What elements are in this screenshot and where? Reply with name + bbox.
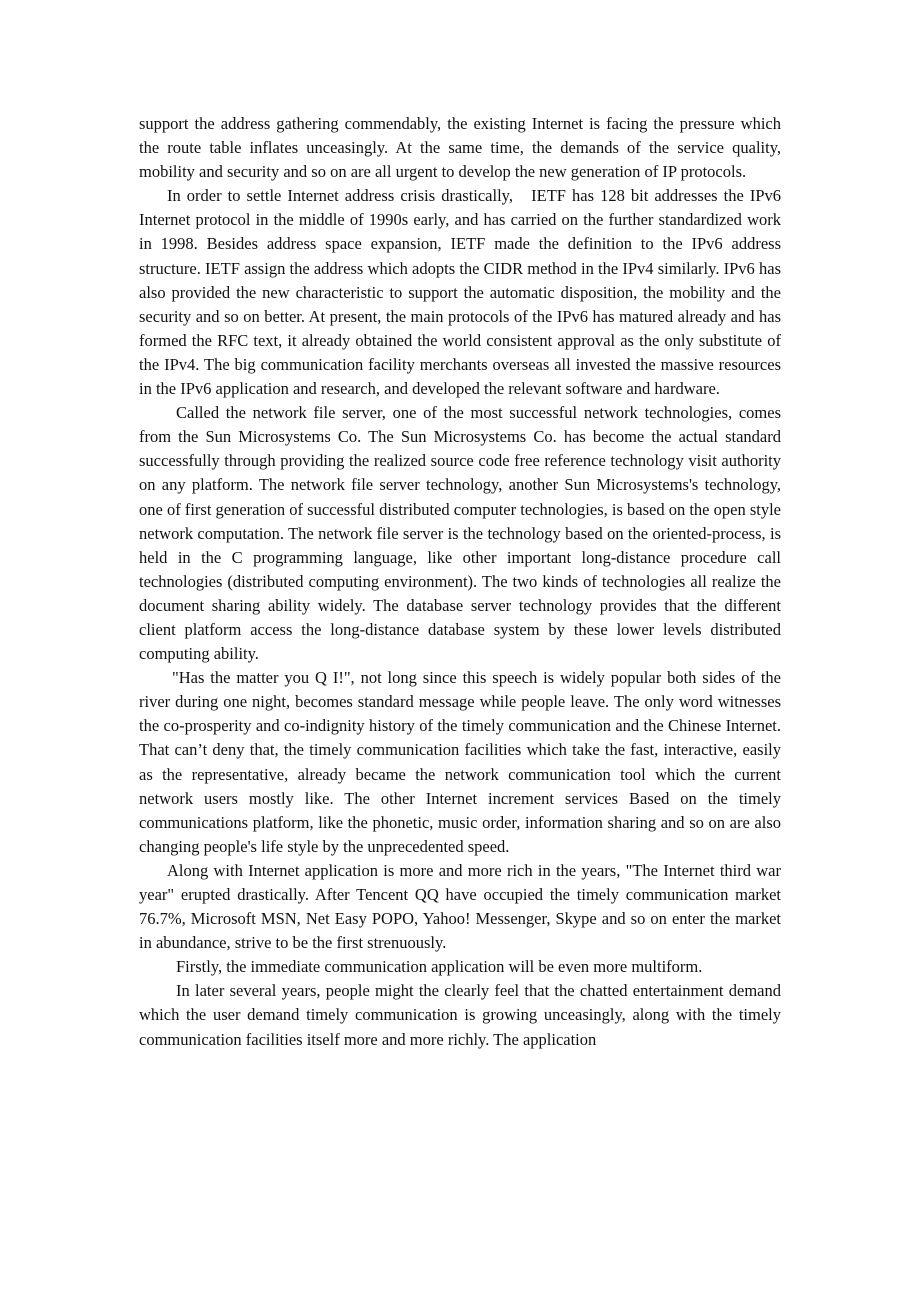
paragraph-network-file-server: Called the network file server, one of the most successful network technologies, comes from the Sun Microsystems Co. The Sun Microsystems Co. has become the actual standard successfully through providing the realized source code free reference technology visit authority on any platform. The network file server technology, another Sun Microsystems's technology, one of first generation of successful distributed computer technologies, is based on the open style network computation. The network file server is the technology based on the oriented-process, is held in the C programming language, like other important long-distance procedure call technologies (distributed computing environment). The two kinds of technologies all realize the document sharing ability widely. The database server technology provides that the different client platform access the long-distance database system by these lower levels distributed computing ability. — [139, 403, 781, 664]
paragraph-later-years: In later several years, people might the clearly feel that the chatted entertainment demand which the user demand timely communication is growing unceasingly, along with the timely communication facilities itself more and more richly. The application — [139, 981, 781, 1049]
paragraph-address-pressure: support the address gathering commendably, the existing Internet is facing the pressure which the route table inflates unceasingly. At the same time, the demands of the service quality, mobility and security and so on are all urgent to develop the new generation of IP protocols. — [139, 114, 781, 182]
document-page — [139, 112, 781, 1052]
paragraph-timely-communication: "Has the matter you Q I!", not long since this speech is widely popular both sides of the river during one night, becomes standard message while people leave. The only word witnesses the co-prosperity and co-indignity history of the timely communication and the Chinese Internet. That can’t deny that, the timely communication facilities which take the fast, interactive, easily as the representative, already became the network communication tool which the current network users mostly like. The other Internet increment services Based on the timely communications platform, like the phonetic, music order, information sharing and so on are also changing people's life style by the unprecedented speed. — [139, 668, 781, 856]
paragraph-internet-third-war: Along with Internet application is more and more rich in the years, "The Internet third war year" erupted drastically. After Tencent QQ have occupied the timely communication market 76.7%, Microsoft MSN, Net Easy POPO, Yahoo! Messenger, Skype and so on enter the market in abundance, strive to be the first strenuously. — [139, 860, 781, 953]
paragraph-ipv6-protocol: In order to settle Internet address crisis drastically, IETF has 128 bit addresses the IPv6 Internet protocol in the middle of 1990s early, and has carried on the further standardized work in 1998. Besides address space expansion, IETF made the definition to the IPv6 address structure. IETF assign the address which adopts the CIDR method in the IPv4 similarly. IPv6 has also provided the new characteristic to support the automatic disposition, the mobility and the security and so on better. At present, the main protocols of the IPv6 has matured already and has formed the RFC text, it already obtained the world consistent approval as the only substitute of the IPv4. The big communication facility merchants overseas all invested the massive resources in the IPv6 application and research, and developed the relevant software and hardware. — [139, 186, 781, 399]
paragraph-firstly: Firstly, the immediate communication application will be even more multiform. — [176, 957, 703, 977]
